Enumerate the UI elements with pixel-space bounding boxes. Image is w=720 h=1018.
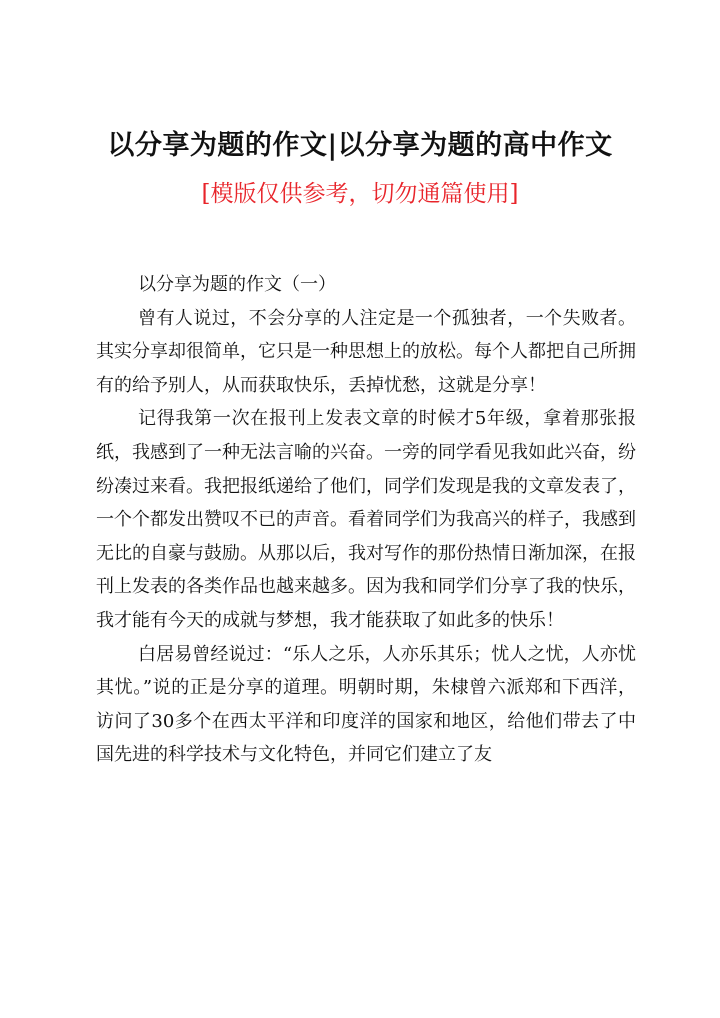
document-title: 以分享为题的作文|以分享为题的高中作文: [107, 130, 613, 161]
paragraph-2: 记得我第一次在报刊上发表文章的时候才5年级，拿着那张报纸，我感到了一种无法言喻的兴奋。一旁的同学看见我如此兴奋，纷纷凑过来看。我把报纸递给了他们，同学们发现是我的文章发表了，一个个都发出赞叹不已的声音。看着同学们为我高兴的样子，我感到无比的自豪与鼓励。从那以后，我对写作的那份热情日渐加深，在报刊上发表的各类作品也越来越多。因为我和同学们分享了我的快乐，我才能有今天的成就与梦想，我才能获取了如此多的快乐！: [96, 408, 636, 631]
paragraph-1: 曾有人说过，不会分享的人注定是一个孤独者，一个失败者。其实分享却很简单，它只是一种思想上的放松。每个人都把自己所拥有的给予别人，从而获取快乐，丢掉忧愁，这就是分享！: [96, 307, 636, 396]
document-body: [96, 268, 636, 772]
section-heading: 以分享为题的作文（一）: [138, 274, 336, 295]
paragraph-3: 白居易曾经说过：“乐人之乐，人亦乐其乐；忧人之忧，人亦忧其忧。”说的正是分享的道理。明朝时期，朱棣曾六派郑和下西洋，访问了30多个在西太平洋和印度洋的国家和地区，给他们带去了中国先进的科学技术与文化特色，并同它们建立了友: [96, 643, 636, 766]
template-notice: [模版仅供参考，切勿通篇使用]: [201, 181, 519, 207]
